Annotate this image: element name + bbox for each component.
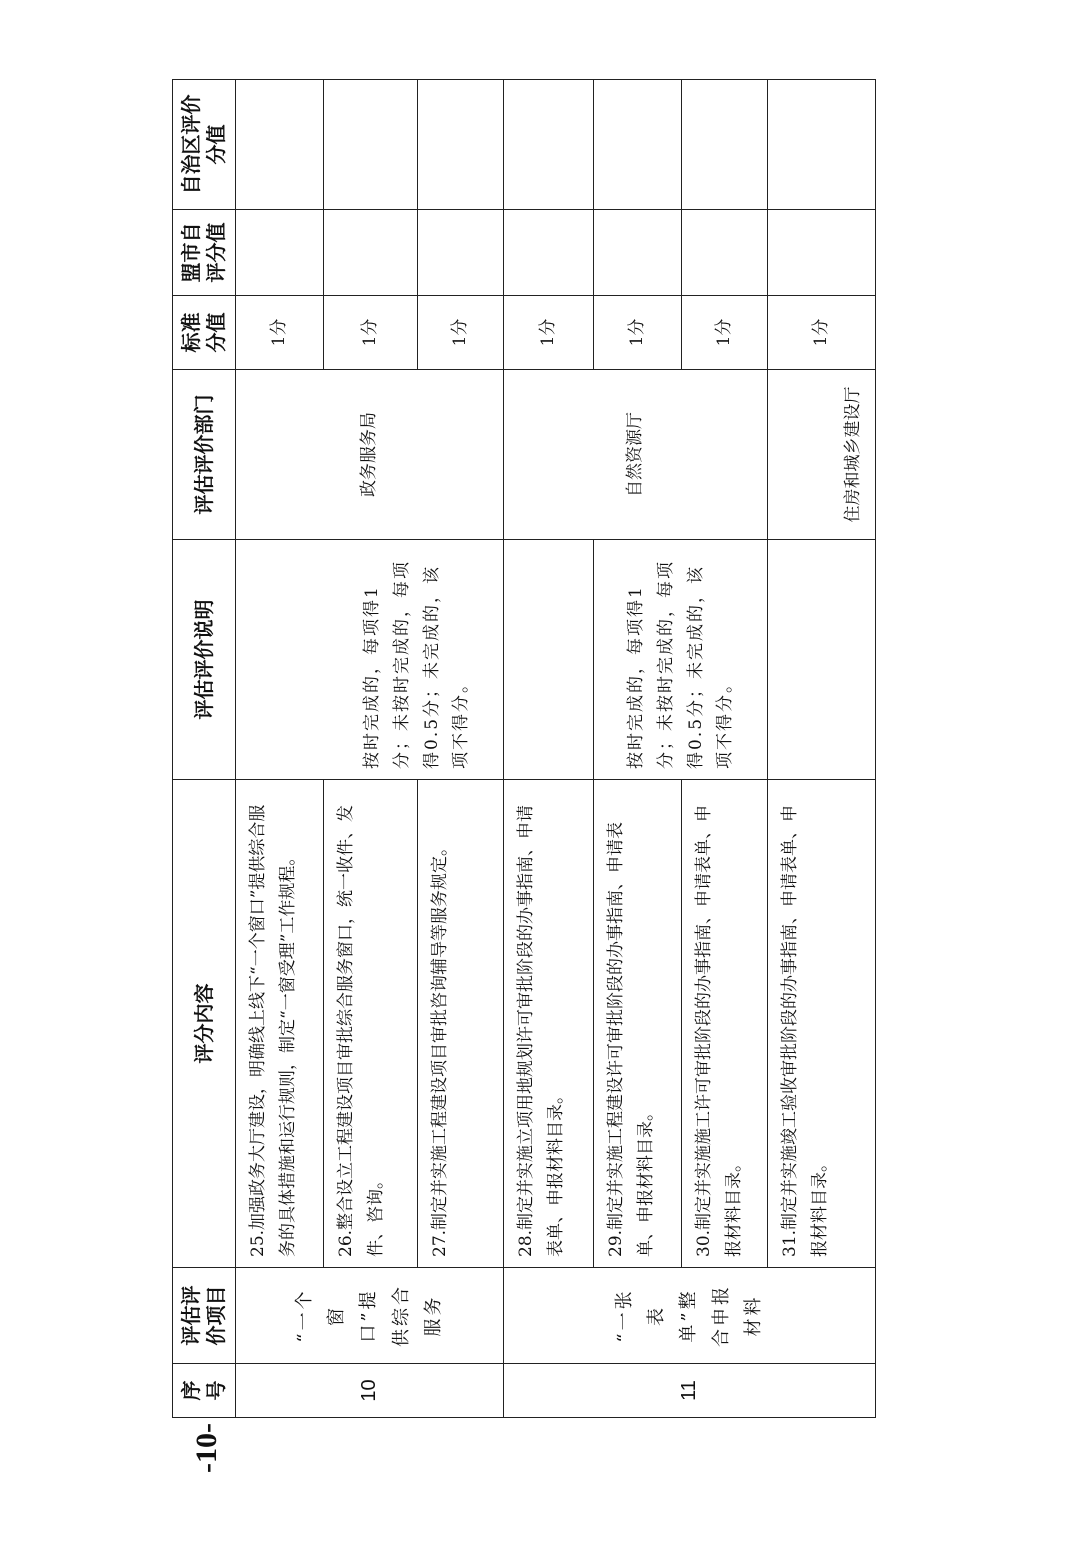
region-score-cell bbox=[504, 80, 594, 210]
standard-score-cell: 1分 bbox=[504, 296, 594, 370]
content-cell: 28.制定并实施立项用地规划许可审批阶段的办事指南、申请表单、申报材料目录。 bbox=[504, 780, 594, 1268]
page-number: -10- bbox=[190, 1423, 223, 1473]
region-score-cell bbox=[236, 80, 324, 210]
project-cell: “一个窗口”提供综合服务 bbox=[236, 1268, 504, 1364]
city-self-score-cell bbox=[236, 210, 324, 296]
seq-cell: 10 bbox=[236, 1364, 504, 1418]
department-cell: 自然资源厅 bbox=[504, 370, 768, 540]
standard-score-cell: 1分 bbox=[418, 296, 504, 370]
city-self-score-cell bbox=[418, 210, 504, 296]
standard-score-cell: 1分 bbox=[768, 296, 876, 370]
table-row bbox=[594, 80, 682, 1418]
table-row bbox=[768, 80, 876, 1418]
standard-score-cell: 1分 bbox=[682, 296, 768, 370]
table-row bbox=[504, 80, 594, 1418]
city-self-score-cell bbox=[768, 210, 876, 296]
explanation-cell: 按时完成的，每项得1分；未按时完成的，每项得0.5分；未完成的，该项不得分。 bbox=[594, 540, 768, 780]
table-row bbox=[236, 80, 324, 1418]
city-self-score-cell bbox=[504, 210, 594, 296]
standard-score-cell: 1分 bbox=[324, 296, 418, 370]
city-self-score-cell bbox=[682, 210, 768, 296]
content-cell: 30.制定并实施施工许可审批阶段的办事指南、申请表单、申报材料目录。 bbox=[682, 780, 768, 1268]
table-header-row bbox=[173, 80, 236, 1418]
evaluation-table bbox=[172, 79, 876, 1418]
standard-score-cell: 1分 bbox=[236, 296, 324, 370]
department-cell: 住房和城乡建设厅 bbox=[768, 370, 876, 540]
region-score-cell bbox=[594, 80, 682, 210]
header-seq: 序号 bbox=[173, 1364, 236, 1418]
header-department: 评估评价部门 bbox=[173, 370, 236, 540]
region-score-cell bbox=[768, 80, 876, 210]
city-self-score-cell bbox=[324, 210, 418, 296]
evaluation-table-rotated bbox=[172, 80, 872, 1418]
seq-cell: 11 bbox=[504, 1364, 876, 1418]
header-content: 评分内容 bbox=[173, 780, 236, 1268]
header-city-self-score: 盟市自评分值 bbox=[173, 210, 236, 296]
explanation-cell-empty bbox=[504, 540, 594, 780]
content-cell: 26.整合设立工程建设项目审批综合服务窗口，统一收件、发件、咨询。 bbox=[324, 780, 418, 1268]
city-self-score-cell bbox=[594, 210, 682, 296]
header-project: 评估评价项目 bbox=[173, 1268, 236, 1364]
content-cell: 27.制定并实施工程建设项目审批咨询辅导等服务规定。 bbox=[418, 780, 504, 1268]
explanation-cell-empty bbox=[768, 540, 876, 780]
region-score-cell bbox=[418, 80, 504, 210]
content-cell: 25.加强政务大厅建设，明确线上线下“一个窗口”提供综合服务的具体措施和运行规则，制定“一窗受理”工作规程。 bbox=[236, 780, 324, 1268]
project-cell: “一张表单”整合申报材料 bbox=[504, 1268, 876, 1364]
region-score-cell bbox=[682, 80, 768, 210]
header-standard-score: 标准分值 bbox=[173, 296, 236, 370]
explanation-cell: 按时完成的，每项得1分；未按时完成的，每项得0.5分；未完成的，该项不得分。 bbox=[236, 540, 504, 780]
department-cell: 政务服务局 bbox=[236, 370, 504, 540]
standard-score-cell: 1分 bbox=[594, 296, 682, 370]
content-cell: 29.制定并实施工程建设许可审批阶段的办事指南、申请表单、申报材料目录。 bbox=[594, 780, 682, 1268]
header-region-score: 自治区评价分值 bbox=[173, 80, 236, 210]
content-cell: 31.制定并实施竣工验收审批阶段的办事指南、申请表单、申报材料目录。 bbox=[768, 780, 876, 1268]
region-score-cell bbox=[324, 80, 418, 210]
header-explanation: 评估评价说明 bbox=[173, 540, 236, 780]
